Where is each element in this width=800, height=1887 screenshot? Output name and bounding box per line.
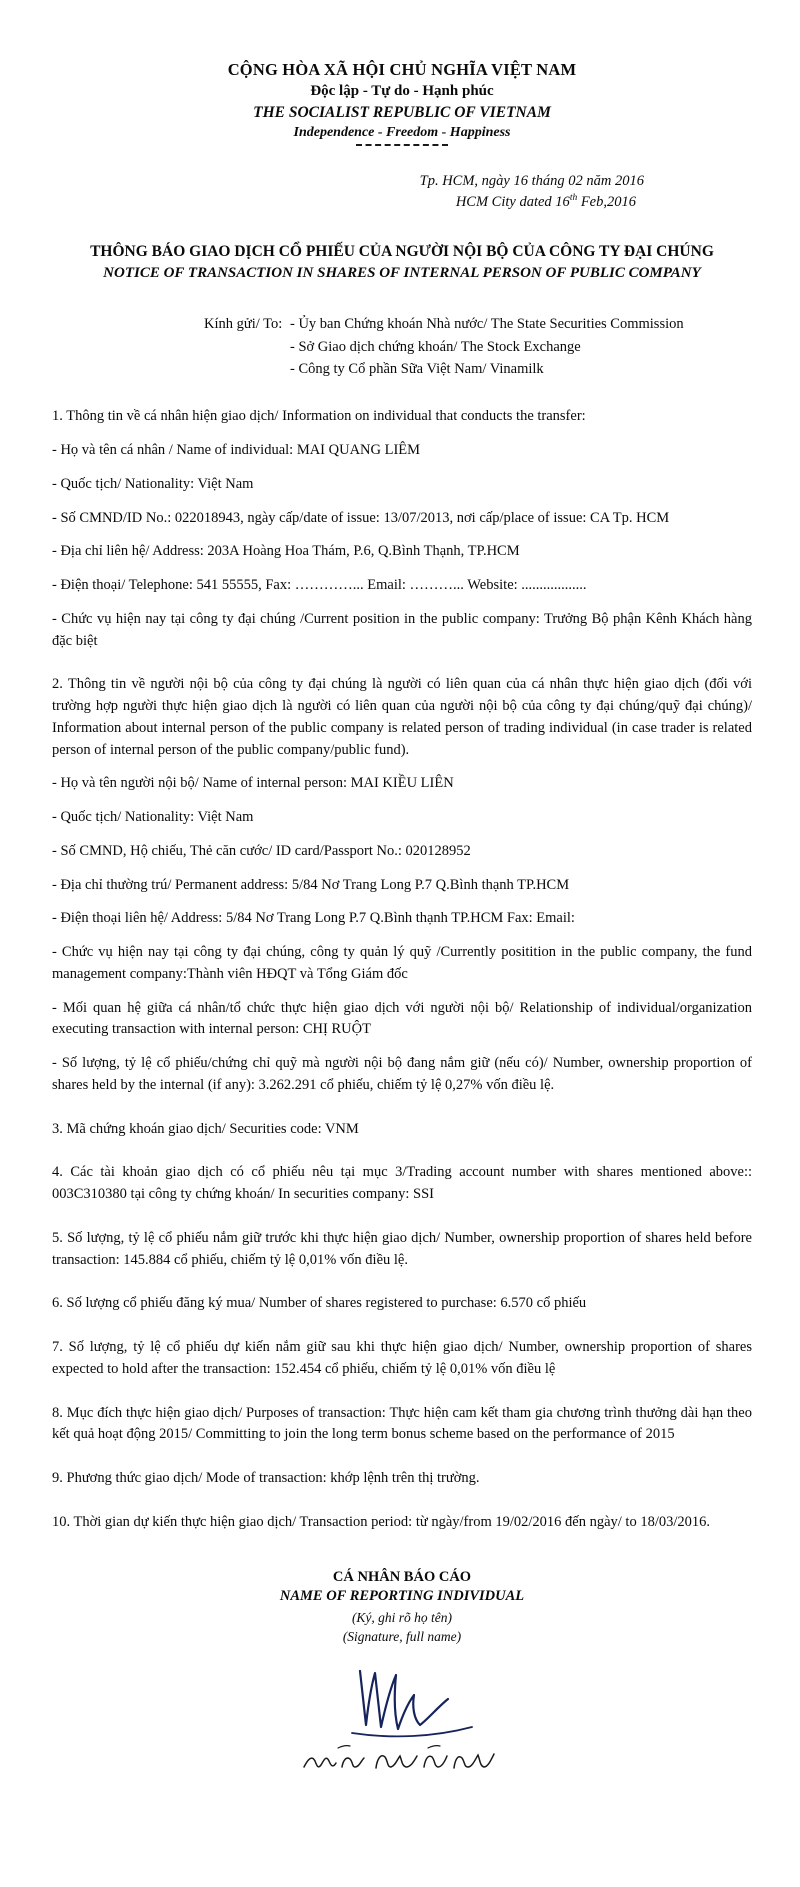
date-block [52, 172, 752, 212]
section2-holdings: - Số lượng, tỷ lệ cổ phiếu/chứng chỉ quỹ mà người nội bộ đang nắm giữ (nếu có)/ Number, ownership proportion of shares held by the internal (if any): 3.262.291 cổ phiếu, chiếm tỷ lệ 0,27% vốn điều lệ. [52, 1055, 752, 1093]
republic-name-vi: CỘNG HÒA XÃ HỘI CHỦ NGHĨA VIỆT NAM [227, 60, 577, 79]
section2-nationality: - Quốc tịch/ Nationality: Việt Nam [52, 809, 254, 826]
section2-heading: 2. Thông tin về người nội bộ của công ty đại chúng là người có liên quan của cá nhân thực hiện giao dịch (đối với trường hợp người thực hiện giao dịch là người có liên quan của người nội bộ của công ty đại chúng/quỹ đại chúng)/ Information about internal person of the public company is related person of trading individual (in case trader is related person of internal person of the public company/public fund). [52, 676, 752, 758]
signature-note-vi: (Ký, ghi rõ họ tên) [351, 1609, 453, 1625]
section2-name: - Họ và tên người nội bộ/ Name of internal person: MAI KIỀU LIÊN [52, 775, 454, 792]
section1-address: - Địa chỉ liên hệ/ Address: 203A Hoàng Hoa Thám, P.6, Q.Bình Thạnh, TP.HCM [52, 543, 520, 560]
section5-shares-before: 5. Số lượng, tỷ lệ cổ phiếu nắm giữ trước khi thực hiện giao dịch/ Number, ownership proportion of shares held before transaction: 145.884 cổ phiếu, chiếm tỷ lệ 0,01% vốn điều lệ. [52, 1229, 752, 1268]
section1-id: - Số CMND/ID No.: 022018943, ngày cấp/date of issue: 13/07/2013, nơi cấp/place of issue: CA Tp. HCM [52, 509, 670, 526]
section4-trading-account: 4. Các tài khoản giao dịch có cổ phiếu nêu tại mục 3/Trading account number with shares mentioned above:: 003C310380 tại công ty chứng khoán/ In securities company: SSI [52, 1164, 752, 1203]
page-title-en: NOTICE OF TRANSACTION IN SHARES OF INTERNAL PERSON OF PUBLIC COMPANY [103, 264, 701, 281]
document-title [52, 242, 752, 283]
section2-permanent-address: - Địa chỉ thường trú/ Permanent address: 5/84 Nơ Trang Long P.7 Q.Bình thạnh TP.HCM [52, 876, 570, 893]
section6-shares-registered: 6. Số lượng cổ phiếu đăng ký mua/ Number of shares registered to purchase: 6.570 cổ phiếu [52, 1295, 587, 1312]
national-header [52, 60, 752, 146]
section1-position: - Chức vụ hiện nay tại công ty đại chúng /Current position in the public company: Trưởng Bộ phận Kênh Khách hàng đặc biệt [52, 610, 752, 649]
section9-mode: 9. Phương thức giao dịch/ Mode of transaction: khớp lệnh trên thị trường. [52, 1470, 480, 1487]
section1-telephone: - Điện thoại/ Telephone: 541 55555, Fax: …………... Email: ………... Website: .................. [52, 577, 587, 594]
section1-name: - Họ và tên cá nhân / Name of individual: MAI QUANG LIÊM [52, 442, 421, 459]
section1-nationality: - Quốc tịch/ Nationality: Việt Nam [52, 475, 254, 492]
recipients-label: Kính gửi/ To: [204, 316, 283, 333]
recipient-row [204, 336, 752, 358]
section2-position: - Chức vụ hiện nay tại công ty đại chúng, công ty quản lý quỹ /Currently positition in the public company, the fund management company:Thành viên HĐQT và Tổng Giám đốc [52, 944, 752, 982]
section8-purpose: 8. Mục đích thực hiện giao dịch/ Purposes of transaction: Thực hiện cam kết tham gia chương trình thưởng dài hạn theo kết quả hoạt động 2015/ Committing to join the long term bonus scheme based on the performance of 2015 [52, 1404, 752, 1443]
section2-id: - Số CMND, Hộ chiếu, Thẻ căn cước/ ID card/Passport No.: 020128952 [52, 842, 471, 859]
recipient-row [204, 313, 752, 335]
date-line-en [52, 192, 644, 212]
document-body [52, 406, 752, 1533]
section3-securities-code: 3. Mã chứng khoán giao dịch/ Securities code: VNM [52, 1120, 359, 1137]
date-en-ordinal: th [569, 193, 578, 204]
signature-title-en: NAME OF REPORTING INDIVIDUAL [279, 1588, 525, 1605]
signature-block [52, 1568, 752, 1785]
page-title-vi: THÔNG BÁO GIAO DỊCH CỔ PHIẾU CỦA NGƯỜI NỘI BỘ CỦA CÔNG TY ĐẠI CHÚNG [90, 243, 714, 261]
recipient-row [204, 358, 752, 380]
section2-relationship: - Mối quan hệ giữa cá nhân/tổ chức thực hiện giao dịch với người nội bộ/ Relationship of individual/organization executing transaction with internal person: CHỊ RUỘT [52, 999, 752, 1038]
signature-title-vi: CÁ NHÂN BÁO CÁO [332, 1568, 472, 1585]
section10-period: 10. Thời gian dự kiến thực hiện giao dịch/ Transaction period: từ ngày/from 19/02/2016 đến ngày/ to 18/03/2016. [52, 1513, 711, 1530]
recipients-label-spacer [204, 336, 290, 358]
national-motto-en: Independence - Freedom - Happiness [293, 125, 511, 141]
header-divider [356, 144, 448, 146]
section7-shares-after: 7. Số lượng, tỷ lệ cổ phiếu dự kiến nắm giữ sau khi thực hiện giao dịch/ Number, ownership proportion of shares expected to hold after the transaction: 152.454 cổ phiếu, chiếm tỷ lệ 0,01% vốn điều lệ [52, 1339, 752, 1377]
section1-heading: 1. Thông tin về cá nhân hiện giao dịch/ Information on individual that conducts the transfer: [52, 408, 586, 425]
national-motto-vi: Độc lập - Tự do - Hạnh phúc [310, 82, 494, 99]
recipient-item-0: - Ủy ban Chứng khoán Nhà nước/ The State Securities Commission [290, 316, 684, 333]
recipients-label-spacer [204, 358, 290, 380]
date-en-suffix: Feb,2016 [577, 193, 636, 210]
recipients-block [52, 313, 752, 380]
republic-name-en: THE SOCIALIST REPUBLIC OF VIETNAM [253, 104, 551, 122]
signature-note-en: (Signature, full name) [342, 1628, 462, 1644]
date-en-prefix: HCM City dated 16 [455, 193, 570, 210]
recipient-item-2: - Công ty Cổ phần Sữa Việt Nam/ Vinamilk [290, 360, 544, 377]
date-line-vi: Tp. HCM, ngày 16 tháng 02 năm 2016 [419, 173, 644, 190]
section2-contact-address: - Điện thoại liên hệ/ Address: 5/84 Nơ Trang Long P.7 Q.Bình thạnh TP.HCM Fax: Email: [52, 910, 575, 927]
document-sheet [52, 60, 752, 1785]
handwritten-signature [52, 1655, 752, 1785]
recipient-item-1: - Sở Giao dịch chứng khoán/ The Stock Exchange [290, 338, 581, 355]
